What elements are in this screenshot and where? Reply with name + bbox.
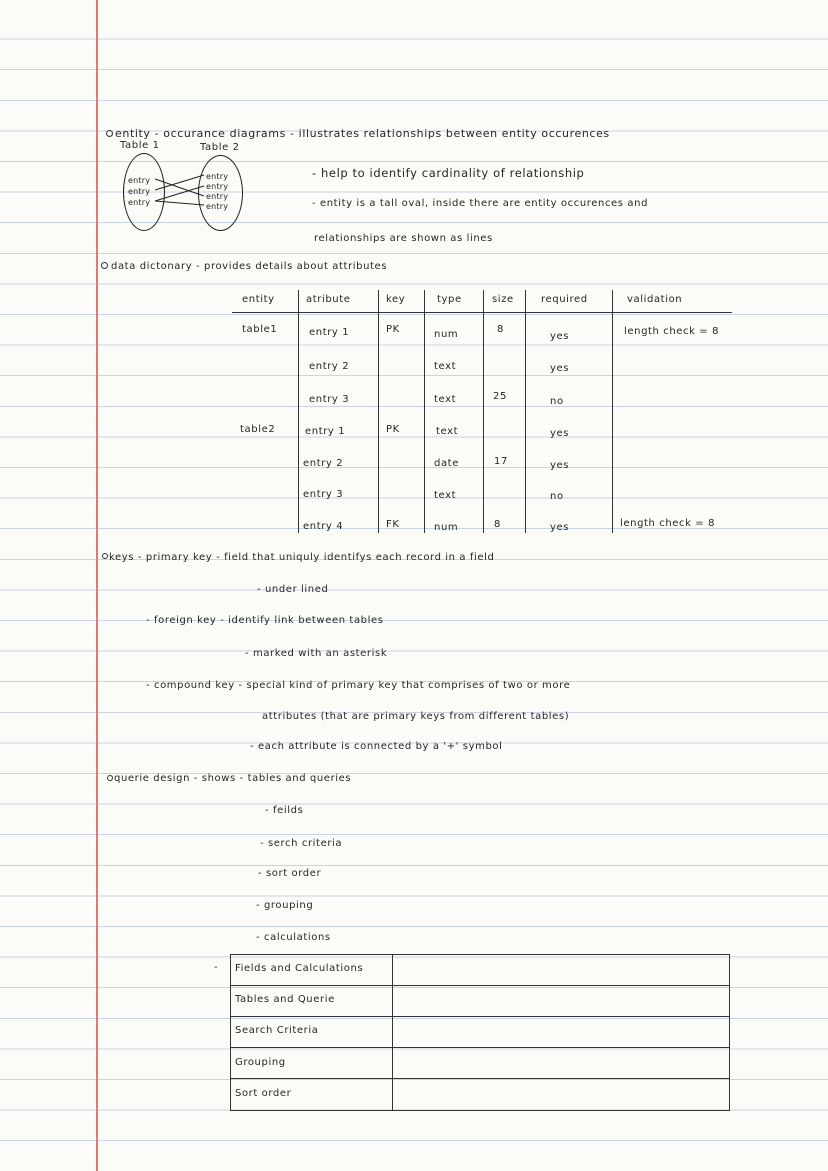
- relationship-line: [155, 201, 204, 205]
- entry-occurrence: entry: [206, 202, 229, 211]
- query-heading: querie design - shows - tables and queries: [114, 773, 352, 784]
- table-cell: text: [436, 426, 459, 437]
- table-cell: entry 1: [309, 327, 350, 338]
- table-cell: entry 3: [309, 394, 350, 405]
- table-cell: yes: [550, 460, 570, 471]
- table-cell: entry 4: [303, 521, 344, 532]
- table-cell: yes: [550, 428, 570, 439]
- header-validation: validation: [627, 294, 683, 305]
- table-cell: PK: [386, 424, 400, 435]
- table-cell: entry 1: [305, 426, 346, 437]
- table-cell: 8: [497, 324, 504, 335]
- column-divider: [612, 290, 613, 533]
- header-key: key: [386, 294, 406, 305]
- grid-rule: [230, 1110, 730, 1111]
- table-cell: yes: [550, 363, 570, 374]
- grid-divider: [230, 954, 231, 1111]
- grid-rule: [230, 1016, 730, 1017]
- keys-compound-cont: attributes (that are primary keys from different tables): [262, 711, 570, 722]
- grid-rule: [230, 1047, 730, 1048]
- table-cell: table1: [242, 324, 278, 335]
- table-cell: 25: [493, 391, 507, 402]
- entity-bullet-oval-cont: relationships are shown as lines: [314, 233, 493, 244]
- table-cell: table2: [240, 424, 276, 435]
- grid-row-label: Sort order: [235, 1088, 292, 1099]
- table-cell: no: [550, 491, 564, 502]
- grid-rule: [230, 954, 730, 955]
- table-cell: text: [434, 394, 457, 405]
- bullet-dot: [102, 553, 108, 559]
- entry-occurrence: entry: [206, 192, 229, 201]
- grid-divider: [729, 954, 730, 1111]
- table-header-rule: [232, 312, 732, 313]
- table-cell: text: [434, 361, 457, 372]
- grid-row-label: Tables and Querie: [235, 994, 335, 1005]
- keys-foreign: - foreign key - identify link between tables: [146, 615, 384, 626]
- keys-compound: - compound key - special kind of primary key that comprises of two or more: [146, 680, 571, 691]
- bullet-dot: [107, 775, 113, 781]
- column-divider: [525, 290, 526, 533]
- column-divider: [298, 290, 299, 533]
- query-item: - grouping: [256, 900, 314, 911]
- column-divider: [483, 290, 484, 533]
- table-cell: PK: [386, 324, 400, 335]
- query-item: - calculations: [256, 932, 331, 943]
- grid-divider: [392, 954, 393, 1111]
- keys-foreign-note: - marked with an asterisk: [245, 648, 388, 659]
- grid-rule: [230, 985, 730, 986]
- table-cell: 17: [494, 456, 508, 467]
- table-cell: num: [434, 522, 459, 533]
- grid-rule: [230, 1078, 730, 1079]
- header-required: required: [541, 294, 588, 305]
- query-item: - sort order: [258, 868, 322, 879]
- entity-bullet-help: - help to identify cardinality of relationship: [312, 166, 585, 180]
- query-item: - feilds: [265, 805, 304, 816]
- column-divider: [378, 290, 379, 533]
- keys-compound-note: - each attribute is connected by a '+' symbol: [250, 741, 503, 752]
- table-cell: entry 3: [303, 489, 344, 500]
- grid-row-label: Fields and Calculations: [235, 963, 364, 974]
- table2-label: Table 2: [200, 142, 240, 153]
- entity-heading: entity - occurance diagrams - illustrates relationships between entity occurences: [115, 127, 610, 140]
- table-cell: yes: [550, 522, 570, 533]
- entry-occurrence: entry: [206, 172, 229, 181]
- entry-occurrence: entry: [128, 187, 151, 196]
- bullet-dot: [101, 262, 108, 269]
- header-type: type: [437, 294, 462, 305]
- table-cell: text: [434, 490, 457, 501]
- header-attribute: atribute: [306, 294, 351, 305]
- query-item: - serch criteria: [260, 838, 343, 849]
- table-cell: 8: [494, 519, 501, 530]
- table-cell: FK: [386, 519, 400, 530]
- entity-bullet-oval: - entity is a tall oval, inside there are entity occurences and: [312, 198, 649, 209]
- grid-row-label: Search Criteria: [235, 1025, 319, 1036]
- table-cell: entry 2: [303, 458, 344, 469]
- relationship-lines: [0, 0, 828, 300]
- table-cell: no: [550, 396, 564, 407]
- table-cell: date: [434, 458, 459, 469]
- entry-occurrence: entry: [128, 198, 151, 207]
- header-size: size: [492, 294, 514, 305]
- keys-primary: keys - primary key - field that uniquly identifys each record in a field: [109, 552, 495, 563]
- table-cell: length check = 8: [624, 326, 720, 337]
- entry-occurrence: entry: [206, 182, 229, 191]
- data-dictionary-heading: data dictonary - provides details about attributes: [111, 261, 388, 272]
- table-cell: num: [434, 329, 459, 340]
- entry-occurrence: entry: [128, 176, 151, 185]
- grid-row-label: Grouping: [235, 1057, 286, 1068]
- table-cell: length check = 8: [620, 518, 716, 529]
- header-entity: entity: [242, 294, 275, 305]
- keys-primary-note: - under lined: [257, 584, 329, 595]
- grid-dash: -: [214, 962, 219, 973]
- table-cell: entry 2: [309, 361, 350, 372]
- table1-label: Table 1: [120, 140, 160, 151]
- table-cell: yes: [550, 331, 570, 342]
- column-divider: [424, 290, 425, 533]
